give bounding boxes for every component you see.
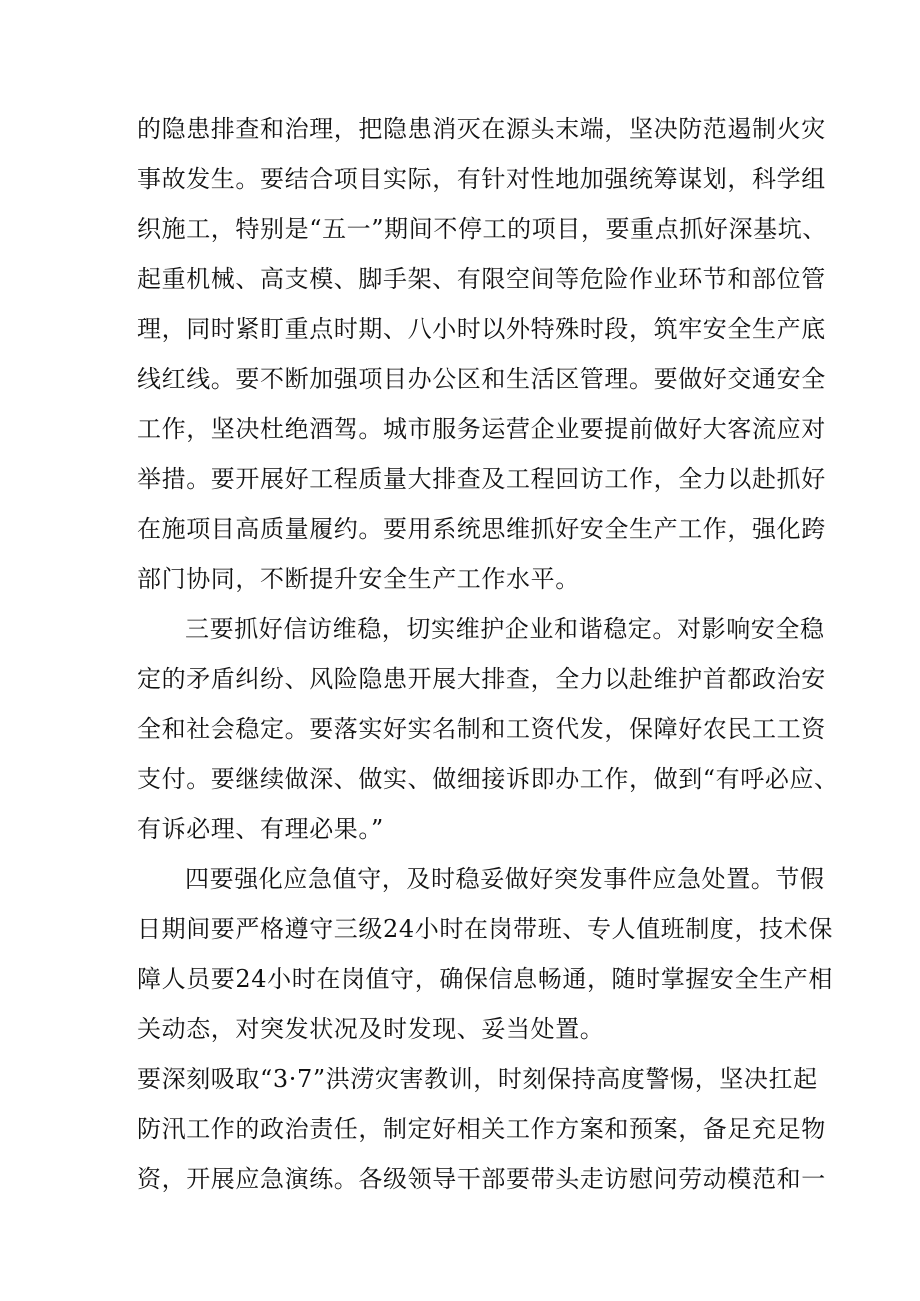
text-line: 全和社会稳定。要落实好实名制和工资代发，保障好农民工工资 — [137, 715, 826, 743]
text-line: 防汛工作的政治责任，制定好相关工作方案和预案，备足充足物 — [137, 1115, 826, 1143]
text-line: 支付。要继续做深、做实、做细接诉即办工作，做到“有呼必应、 — [137, 765, 839, 793]
text-line: 举措。要开展好工程质量大排查及工程回访工作，全力以赴抓好 — [137, 465, 826, 493]
text-line: 有诉必理、有理必果。” — [137, 815, 384, 843]
text-line: 起重机械、高支模、脚手架、有限空间等危险作业环节和部位管 — [137, 265, 826, 293]
text-line: 线红线。要不断加强项目办公区和生活区管理。要做好交通安全 — [137, 365, 826, 393]
text-line: 工作，坚决杜绝酒驾。城市服务运营企业要提前做好大客流应对 — [137, 415, 826, 443]
text-line: 关动态，对突发状况及时发现、妥当处置。 — [137, 1015, 605, 1043]
text-line: 在施项目高质量履约。要用系统思维抓好安全生产工作，强化跨 — [137, 515, 826, 543]
paragraph-3-first-line: 三要抓好信访维稳，切实维护企业和谐稳定。对影响安全稳 — [185, 615, 825, 643]
text-line: 事故发生。要结合项目实际，有针对性地加强统筹谋划，科学组 — [137, 165, 826, 193]
text-line: 资，开展应急演练。各级领导干部要带头走访慰问劳动模范和一 — [137, 1165, 826, 1193]
text-line: 定的矛盾纠纷、风险隐患开展大排查，全力以赴维护首都政治安 — [137, 665, 826, 693]
text-line: 日期间要严格遵守三级24小时在岗带班、专人值班制度，技术保 — [137, 915, 833, 943]
text-line: 障人员要24小时在岗值守，确保信息畅通，随时掌握安全生产相 — [137, 965, 833, 993]
text-line: 理，同时紧盯重点时期、八小时以外特殊时段，筑牢安全生产底 — [137, 315, 826, 343]
text-line: 织施工，特别是“五一”期间不停工的项目，要重点抓好深基坑、 — [137, 215, 827, 243]
paragraph-4-first-line: 四要强化应急值守，及时稳妥做好突发事件应急处置。节假 — [185, 865, 825, 893]
text-line: 部门协同，不断提升安全生产工作水平。 — [137, 565, 580, 593]
text-line: 的隐患排查和治理，把隐患消灭在源头末端，坚决防范遏制火灾 — [137, 115, 826, 143]
flood-paragraph-first-line: 要深刻吸取“3·7”洪涝灾害教训，时刻保持高度警惕，坚决扛起 — [137, 1065, 818, 1093]
